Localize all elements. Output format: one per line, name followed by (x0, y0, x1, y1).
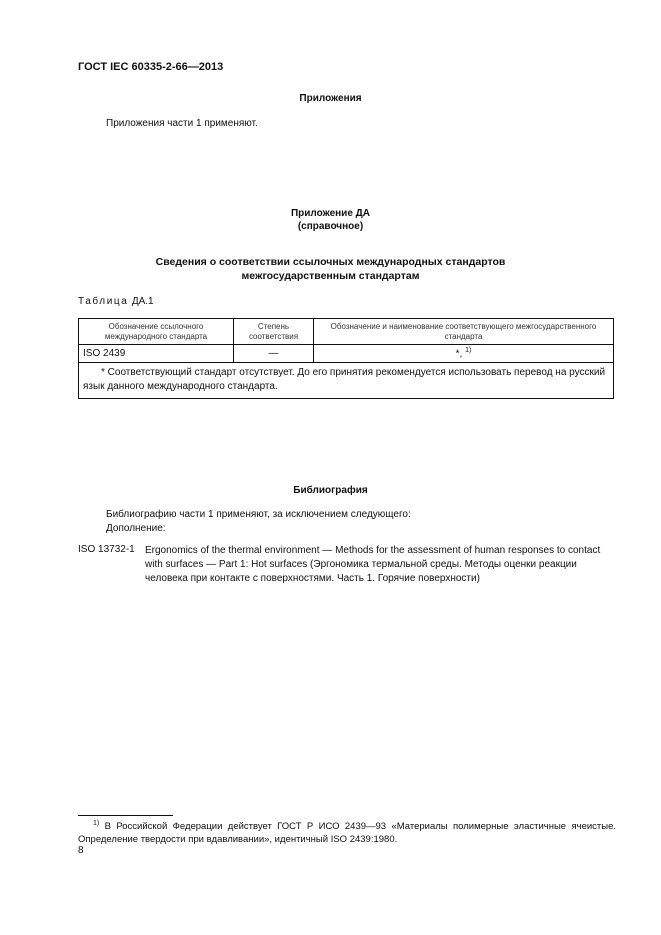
footnote (78, 817, 616, 846)
cell-national-standard: *, $^{1)}$ (314, 345, 614, 363)
annex-subtitle: (справочное) (297, 221, 364, 232)
header-degree: Степень соответствия (234, 319, 314, 345)
header-national-standard: Обозначение и наименование соответствующего межгосударственного стандарта (314, 319, 614, 345)
annex-title: Приложение ДА (290, 208, 371, 219)
bibliography-addition: Дополнение: (106, 523, 166, 534)
table-caption-number: ДА.1 (131, 296, 154, 307)
page-number: 8 (78, 845, 84, 856)
appendices-heading: Приложения (299, 93, 362, 104)
footnote-rule (78, 815, 173, 816)
bibliography-item-code: ISO 13732-1 (78, 544, 135, 555)
cell-intl-standard: ISO 2439 (79, 345, 234, 363)
table-note: * Соответствующий стандарт отсутствует. До его принятия рекомендуется использовать перевод на русский язык данного международного стандарта. (79, 363, 614, 399)
table-caption (78, 296, 154, 307)
cell-degree: — (234, 345, 314, 363)
table-header-row (79, 319, 614, 345)
footnote-mark: 1) (93, 820, 100, 827)
table-row (79, 345, 614, 363)
annex-heading-line1: Сведения о соответствии ссылочных международных стандартов (155, 256, 506, 268)
table-note-row (79, 363, 614, 399)
bibliography-heading: Библиография (293, 485, 368, 496)
table-caption-prefix: Таблица (78, 296, 129, 307)
annex-heading-line2: межгосударственным стандартам (241, 270, 420, 282)
document-code: ГОСТ IEC 60335-2-66—2013 (78, 61, 224, 73)
correspondence-table (78, 318, 614, 399)
national-footnote-ref: 1) (465, 347, 472, 355)
header-intl-standard: Обозначение ссылочного международного стандарта (79, 319, 234, 345)
footnote-text: В Российской Федерации действует ГОСТ Р ИСО 2439—93 «Материалы полимерные эластичные ячеистые. Определение твердости при вдавливании», идентичный ISO 2439:1980. (78, 821, 617, 846)
bibliography-intro: Библиографию части 1 применяют, за исключением следующего: (106, 509, 411, 520)
appendices-text: Приложения части 1 применяют. (106, 118, 258, 129)
national-mark: * (455, 348, 460, 360)
bibliography-item-text: Ergonomics of the thermal environment — Methods for the assessment of human responses to contact with surfaces — Part 1: Hot surfaces (Эргономика термальной среды. Методы оценки реакции человека при контакте с поверхностями. Часть 1. Горячие поверхности) (145, 545, 601, 584)
